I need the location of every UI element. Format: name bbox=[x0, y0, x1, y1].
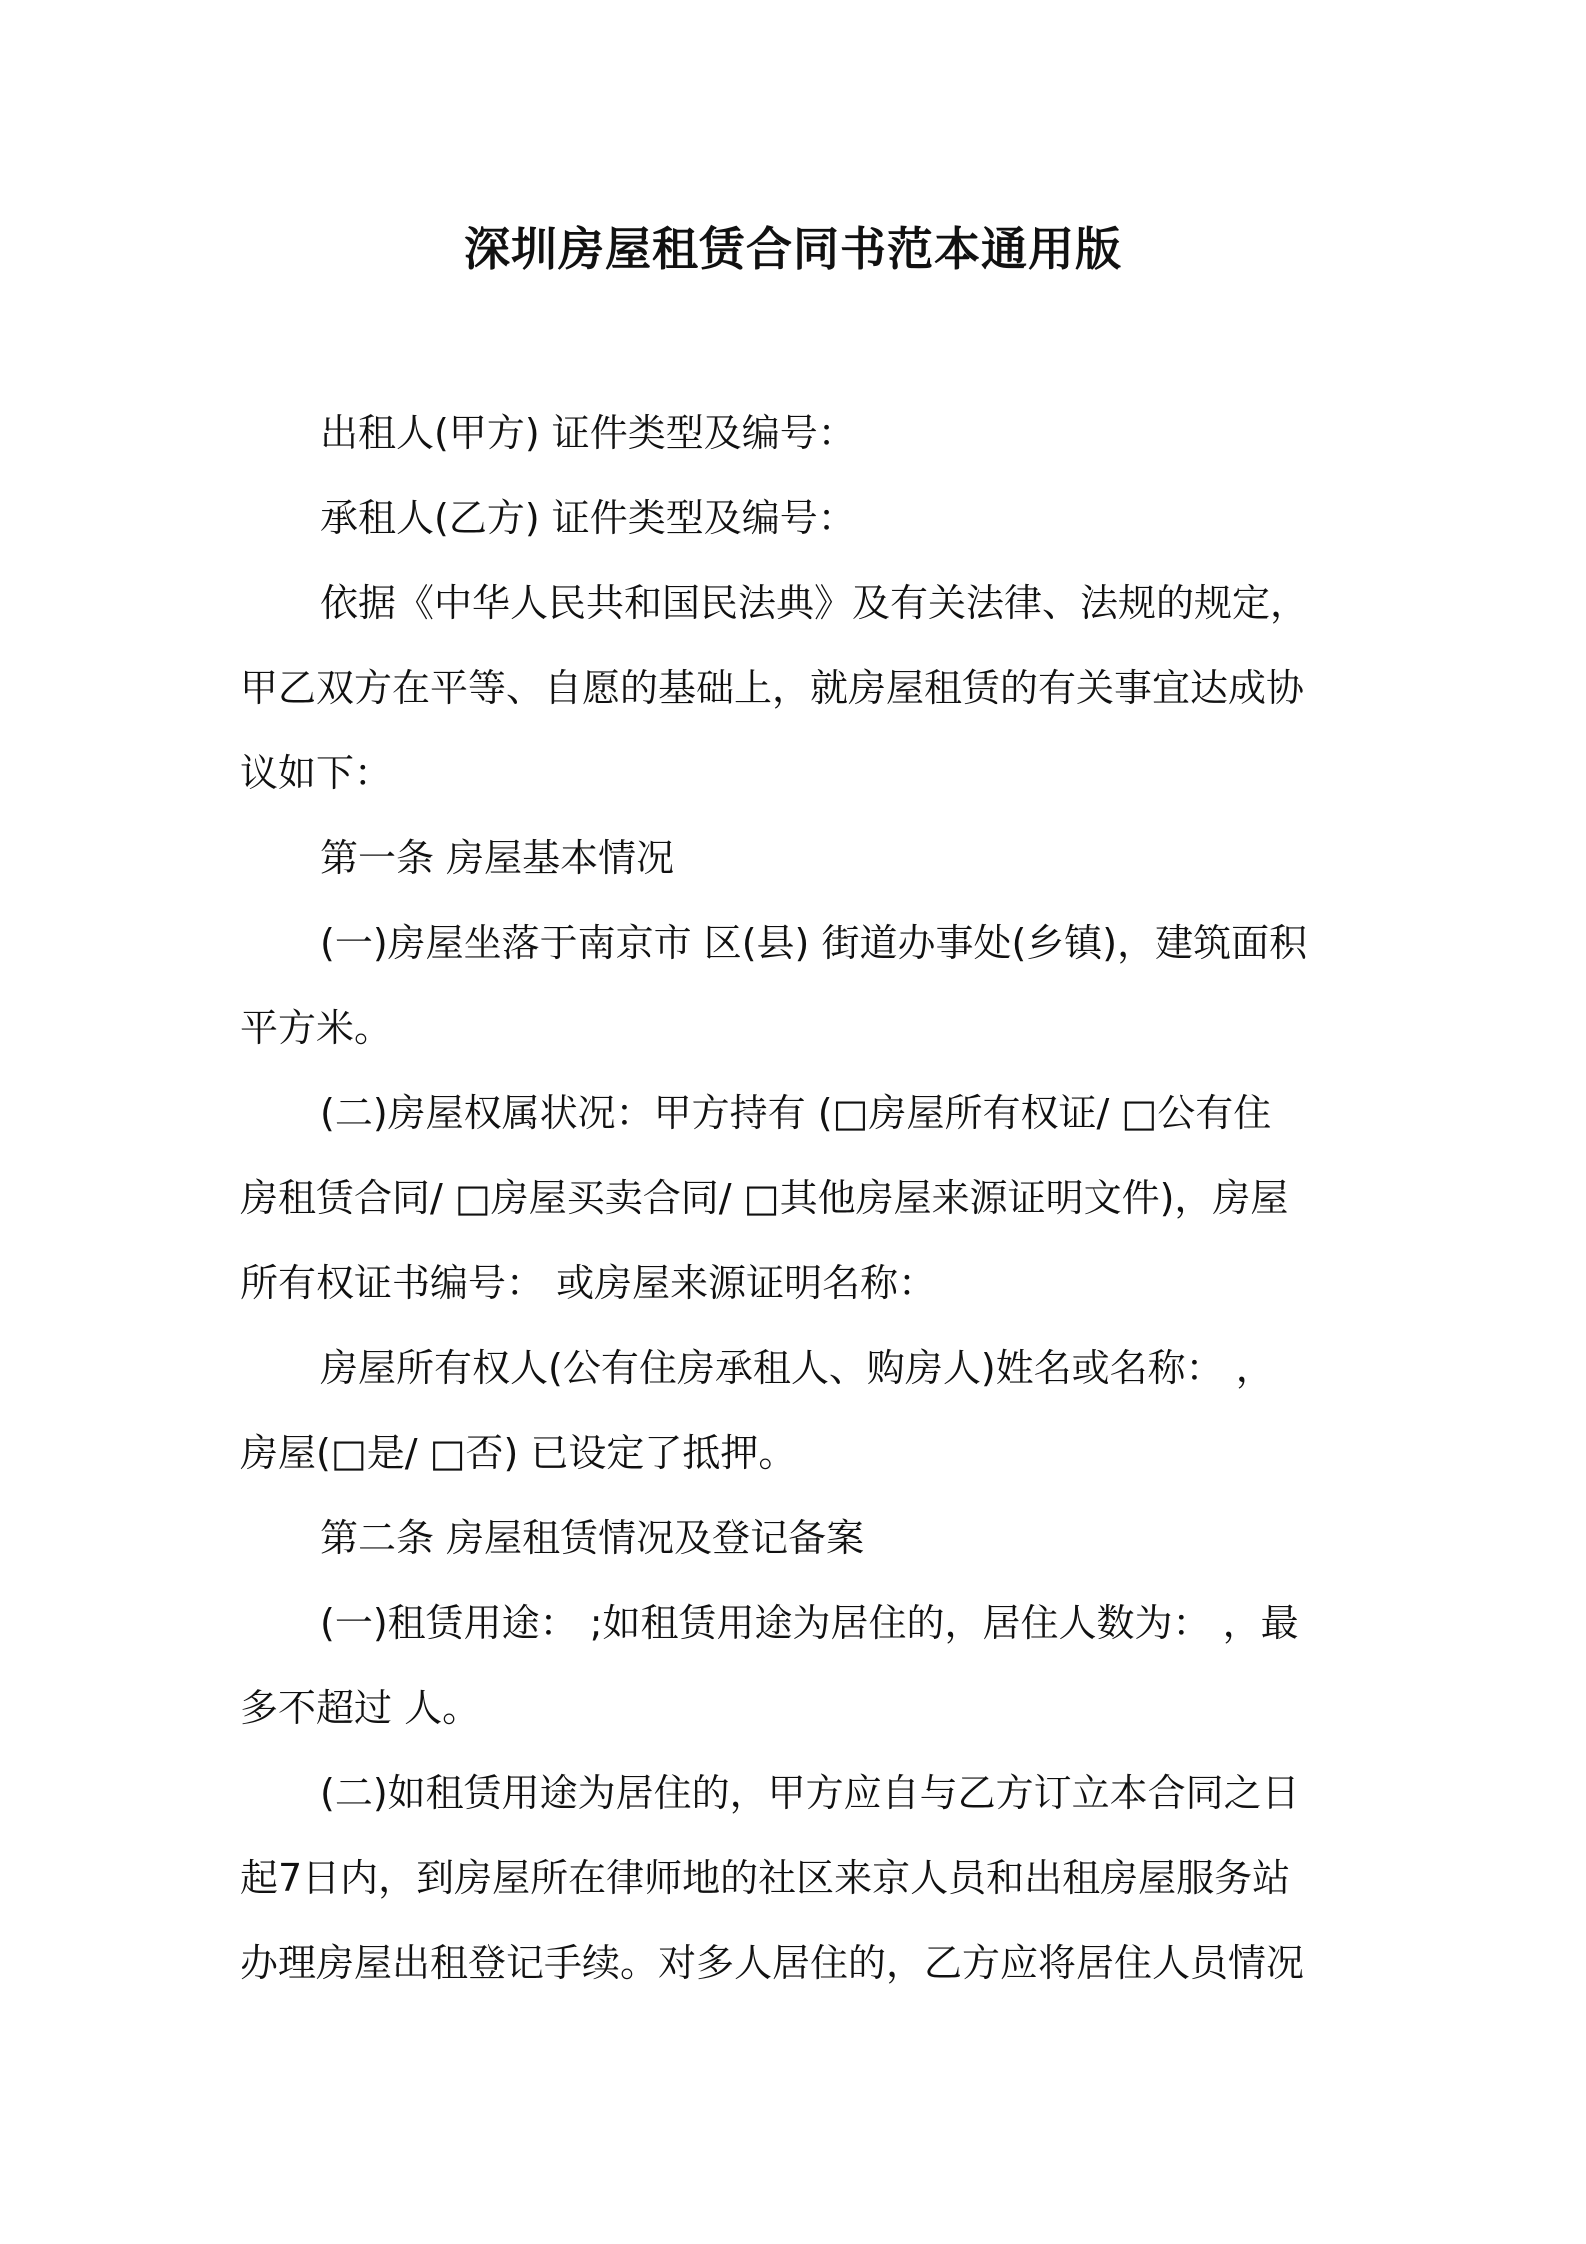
lessee-line: 承租人(乙方) 证件类型及编号： bbox=[320, 496, 856, 540]
paragraph-line: (一)租赁用途： ;如租赁用途为居住的，居住人数为： ，最 bbox=[320, 1601, 1299, 1645]
paragraph-line: 所有权证书编号： 或房屋来源证明名称： bbox=[240, 1261, 937, 1305]
paragraph-line: 房屋(□是/ □否) 已设定了抵押。 bbox=[240, 1431, 797, 1475]
paragraph-line: 依据《中华人民共和国民法典》及有关法律、法规的规定， bbox=[320, 581, 1309, 625]
paragraph-line: 甲乙双方在平等、自愿的基础上，就房屋租赁的有关事宜达成协 bbox=[240, 666, 1305, 710]
paragraph-line: 平方米。 bbox=[240, 1006, 393, 1050]
paragraph-line: 起7日内，到房屋所在律师地的社区来京人员和出租房屋服务站 bbox=[240, 1856, 1291, 1900]
document-title: 深圳房屋租赁合同书范本通用版 bbox=[464, 222, 1122, 276]
paragraph-line: (二)房屋权属状况：甲方持有 (□房屋所有权证/ □公有住 bbox=[320, 1091, 1272, 1135]
paragraph-line: 房租赁合同/ □房屋买卖合同/ □其他房屋来源证明文件)，房屋 bbox=[240, 1176, 1289, 1220]
paragraph-line: 多不超过 人。 bbox=[240, 1686, 481, 1730]
paragraph-line: 房屋所有权人(公有住房承租人、购房人)姓名或名称： ， bbox=[320, 1346, 1274, 1390]
lessor-line: 出租人(甲方) 证件类型及编号： bbox=[320, 411, 856, 455]
paragraph-line: 办理房屋出租登记手续。对多人居住的，乙方应将居住人员情况 bbox=[240, 1941, 1305, 1985]
paragraph-line: (一)房屋坐落于南京市 区(县) 街道办事处(乡镇)，建筑面积 bbox=[320, 921, 1308, 965]
paragraph-line: (二)如租赁用途为居住的，甲方应自与乙方订立本合同之日 bbox=[320, 1771, 1300, 1815]
article-heading: 第一条 房屋基本情况 bbox=[320, 836, 675, 880]
paragraph-line: 议如下： bbox=[240, 751, 393, 795]
article-heading: 第二条 房屋租赁情况及登记备案 bbox=[320, 1516, 865, 1560]
